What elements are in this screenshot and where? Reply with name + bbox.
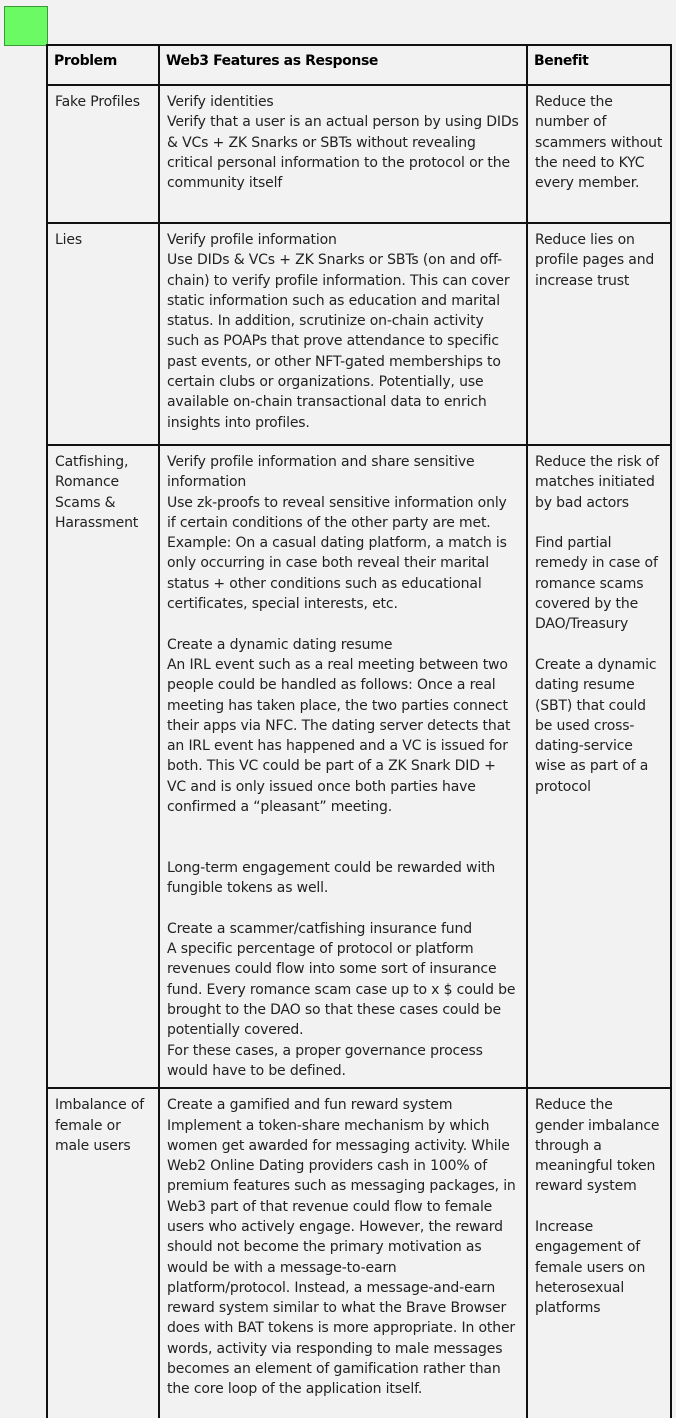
feature-text: Use DIDs & VCs + ZK Snarks or SBTs (on and off-chain) to verify profile information. This can cover static information such as education and marital status. In addition, scrutinize on-chain activity such as POAPs that prove attendance to specific past events, or other NFT-gated memberships to certain clubs or organizations. Potentially, use available on-chain transactional data to enrich insights into profiles. bbox=[167, 252, 510, 431]
header-features: Web3 Features as Response bbox=[159, 45, 527, 85]
green-square-marker bbox=[4, 6, 48, 46]
table-row bbox=[47, 85, 671, 223]
table-row bbox=[47, 1088, 671, 1418]
feature-text: Long-term engagement could be rewarded with fungible tokens as well. bbox=[167, 859, 496, 897]
feature-text: For these cases, a proper governance process would have to be defined. bbox=[167, 1042, 483, 1079]
header-benefit: Benefit bbox=[527, 45, 671, 85]
benefit-text: Find partial remedy in case of romance scams covered by the DAO/Treasury bbox=[535, 535, 658, 633]
header-problem: Problem bbox=[47, 45, 159, 85]
benefit-cell bbox=[527, 1088, 671, 1418]
table-row bbox=[47, 223, 671, 445]
feature-text: Implement a token-share mechanism by which women get awarded for messaging activity. While Web2 Online Dating providers cash in 100% of premium features such as messaging packages, in Web3 part of that revenue could flow to female users who actively engage. However, the reward should not become the primary motivation as would be with a message-to-earn platform/protocol. Instead, a message-and-earn reward system similar to what the Brave Browser does with BAT tokens is more appropriate. In other words, activity via responding to male messages becomes an element of gamification rather than the core loop of the application itself. bbox=[167, 1117, 516, 1398]
benefit-text: Create a dynamic dating resume (SBT) that could be used cross-dating-service wise as part of a protocol bbox=[535, 656, 657, 795]
feature-text: An IRL event such as a real meeting between two people could be handled as follows: Once a real meeting has taken place, the two parties connect their apps via NFC. The dating server detects that an IRL event has happened and a VC is issued for both. This VC could be part of a ZK Snark DID + VC and is only issued once both parties have confirmed a “pleasant” meeting. bbox=[167, 656, 511, 816]
feature-title: Verify profile information bbox=[167, 232, 337, 248]
feature-title: Verify profile information and share sensitive information bbox=[167, 454, 475, 491]
feature-text: Verify that a user is an actual person by using DIDs & VCs + ZK Snarks or SBTs without revealing critical personal information to the protocol or the community itself bbox=[167, 114, 519, 192]
benefit-text: Reduce the gender imbalance through a meaningful token reward system bbox=[535, 1097, 660, 1195]
features-cell bbox=[159, 445, 527, 1088]
benefit-text: Reduce lies on profile pages and increase trust bbox=[535, 232, 655, 289]
features-cell bbox=[159, 223, 527, 445]
feature-title: Create a gamified and fun reward system bbox=[167, 1097, 453, 1114]
web3-features-table bbox=[46, 44, 672, 1418]
feature-title: Verify identities bbox=[167, 94, 274, 110]
features-cell bbox=[159, 1088, 527, 1418]
problem-cell: Imbalance of female or male users bbox=[47, 1088, 159, 1418]
header-row bbox=[47, 45, 671, 85]
table-row bbox=[47, 445, 671, 1088]
benefit-cell bbox=[527, 445, 671, 1088]
feature-text: Use zk-proofs to reveal sensitive information only if certain conditions of the other party are met. Example: On a casual dating platform, a match is only occurring in case both reveal their marital status + other conditions such as educational certificates, special interests, etc. bbox=[167, 494, 507, 613]
benefit-text: Reduce the risk of matches initiated by bad actors bbox=[535, 454, 659, 511]
feature-text: A specific percentage of protocol or platform revenues could flow into some sort of insurance fund. Every romance scam case up to x $ could be brought to the DAO so that these cases could be potentially covered. bbox=[167, 941, 516, 1039]
features-cell bbox=[159, 85, 527, 223]
benefit-cell bbox=[527, 223, 671, 445]
problem-cell: Fake Profiles bbox=[47, 85, 159, 223]
feature-title: Create a dynamic dating resume bbox=[167, 636, 393, 653]
benefit-text: Increase engagement of female users on heterosexual platforms bbox=[535, 1218, 646, 1317]
benefit-text: Reduce the number of scammers without the need to KYC every member. bbox=[535, 94, 663, 192]
problem-cell: Lies bbox=[47, 223, 159, 445]
feature-title: Create a scammer/catfishing insurance fund bbox=[167, 920, 472, 937]
benefit-cell bbox=[527, 85, 671, 223]
problem-cell: Catfishing, Romance Scams & Harassment bbox=[47, 445, 159, 1088]
